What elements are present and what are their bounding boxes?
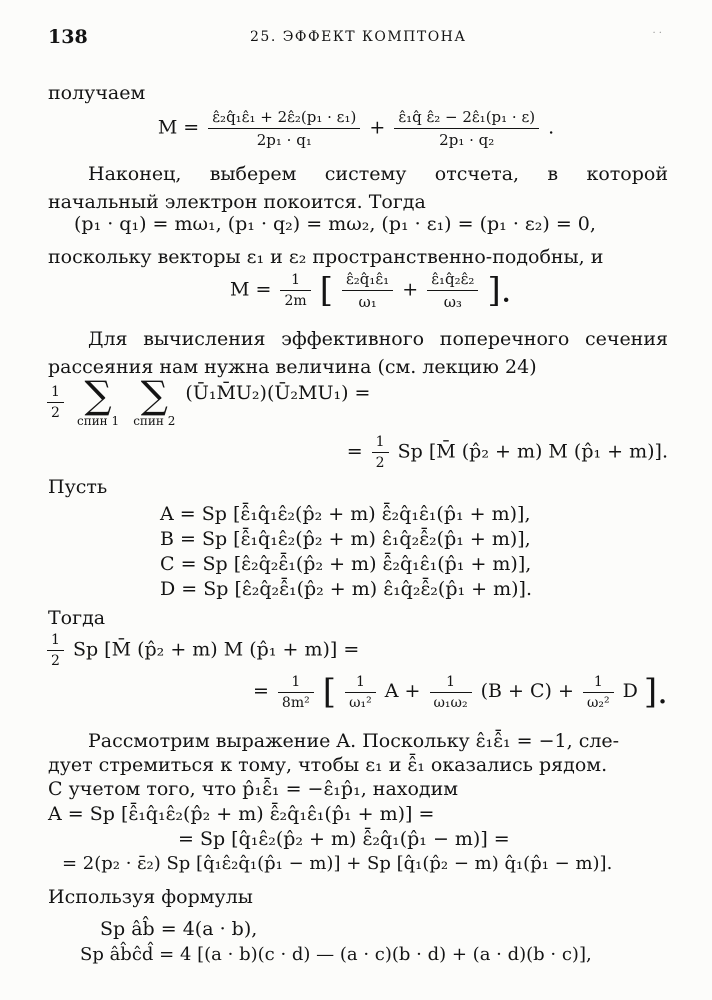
- eq-M2-n1: ε̂₂q̂₁ε̂₁: [342, 270, 393, 291]
- text-vectors: поскольку векторы ε₁ и ε₂ пространственно-подобны, и: [48, 246, 604, 268]
- equation-D-def: D = Sp [ε̂₂q̂₂ε̂̄₁(p̂₂ + m) ε̂₁q̂₂ε̂̄₂(p̂₁ + m)].: [160, 578, 532, 600]
- eq-T2-a-den: ω₁²: [349, 694, 372, 711]
- eq-T1-half: [47, 632, 64, 669]
- eq-M2-d2: ω₃: [443, 293, 462, 311]
- sum-limit-1: спин 1: [76, 414, 120, 428]
- eq-M1-frac1: [208, 108, 360, 149]
- eq-T2-prefactor: [278, 674, 314, 711]
- sum-spin-2: [133, 373, 176, 428]
- eq-T2-b-num: 1: [430, 674, 472, 693]
- paragraph-reference-frame: Наконец, выберем систему отсчета, в которой начальный электрон покоится. Тогда: [48, 163, 668, 213]
- eq-sum-rhs-eq: =: [346, 440, 363, 463]
- eq-T2-a-frac: [345, 674, 376, 711]
- eq-T1-half-num: 1: [47, 632, 64, 651]
- eq-M2-fden: 2m: [284, 293, 307, 309]
- equation-A-def: A = Sp [ε̂̄₁q̂₁ε̂₂(p̂₂ + m) ε̂̄₂q̂₁ε̂₁(p̂₁ + m)],: [160, 503, 531, 525]
- eq-sum-expr: (Ū₁M̄U₂)(Ū₂MU₁) =: [185, 382, 371, 404]
- paragraph-cross-section: Для вычисления эффективного поперечного сечения рассеяния нам нужна величина (см. лекцию 24): [48, 328, 668, 378]
- eq-T2-d-den: ω₂²: [586, 694, 610, 711]
- equation-A-line-1: A = Sp [ε̂̄₁q̂₁ε̂₂(p̂₂ + m) ε̂̄₂q̂₁ε̂₁(p̂₁ + m)] =: [48, 803, 435, 825]
- eq-T2-b-frac: [430, 674, 472, 711]
- sum-limit-2: спин 2: [133, 414, 176, 428]
- corner-mark: · ·: [652, 28, 662, 39]
- equation-trace-rhs: [253, 672, 668, 712]
- eq-T2-d-num: 1: [583, 674, 614, 693]
- eq-T1-half-den: 2: [51, 653, 60, 669]
- eq-T2-b: (B + C) +: [480, 680, 574, 702]
- eq-M2-lhs: M =: [230, 278, 272, 301]
- running-head: 25. ЭФФЕКТ КОМПТОНА: [250, 29, 467, 45]
- eq-sum-rhs-half-den: 2: [375, 455, 385, 471]
- eq-sum-rhs: Sp [M̄ (p̂₂ + m) M (p̂₁ + m)].: [397, 440, 668, 463]
- eq-M1-num2: ε̂₁q̂ ε̂₂ − 2ε̂₁(p₁ · ε): [394, 108, 539, 129]
- eq-half-num: 1: [47, 384, 64, 403]
- paragraph-consider-line-3: С учетом того, что p̂₁ε̂̄₁ = −ε̂₁p̂₁, находим: [48, 778, 459, 800]
- paragraph-consider-line-2: дует стремиться к тому, чтобы ε₁ и ε̂̄₁ оказались рядом.: [48, 754, 608, 776]
- text-togda: Тогда: [48, 607, 106, 629]
- eq-T2-d-frac: [583, 674, 614, 711]
- eq-T2-a-num: 1: [345, 674, 376, 693]
- equation-trace-lhs: [44, 632, 359, 669]
- text-poluchaem: получаем: [48, 82, 146, 104]
- eq-M1-end: .: [548, 116, 555, 139]
- eq-M1-den1: 2p₁ · q₁: [256, 131, 312, 149]
- eq-M1-num1: ε̂₂q̂₁ε̂₁ + 2ε̂₂(p₁ · ε₁): [208, 108, 360, 129]
- equation-rest-frame: (p₁ · q₁) = mω₁, (p₁ · q₂) = mω₂, (p₁ · ε₁) = (p₁ · ε₂) = 0,: [74, 213, 596, 235]
- eq-T1: Sp [M̄ (p̂₂ + m) M (p̂₁ + m)] =: [72, 638, 360, 661]
- text-using-formulas: Используя формулы: [48, 886, 253, 908]
- equation-B-def: B = Sp [ε̂̄₁q̂₁ε̂₂(p̂₂ + m) ε̂₁q̂₂ε̂̄₂(p̂₁ + m)],: [160, 528, 531, 550]
- paragraph-consider-line-1: Рассмотрим выражение A. Поскольку ε̂₁ε̂̄₁ = −1, сле-: [88, 730, 620, 752]
- eq-T2-d: D: [622, 680, 638, 702]
- eq-T2-a: A +: [384, 680, 421, 702]
- equation-M-rest: [230, 270, 512, 311]
- text-pust: Пусть: [48, 476, 108, 498]
- eq-M2-d1: ω₁: [358, 293, 377, 311]
- equation-spin-sum: [44, 373, 371, 428]
- equation-C-def: C = Sp [ε̂₂q̂₂ε̂̄₁(p̂₂ + m) ε̂̄₂q̂₁ε̂₁(p̂₁ + m)],: [160, 553, 532, 575]
- eq-M2-plus: +: [402, 278, 419, 301]
- eq-M1-lhs: M =: [157, 116, 200, 139]
- eq-T2-rbracket: ].: [643, 672, 668, 712]
- eq-T2-pden: 8m²: [281, 694, 310, 711]
- page-header: [0, 26, 712, 52]
- eq-T2-pnum: 1: [278, 674, 314, 693]
- eq-M1-plus: +: [369, 116, 386, 139]
- eq-T2-eq: =: [252, 680, 269, 702]
- eq-sum-rhs-half-num: 1: [372, 434, 389, 453]
- formula-trace-four: Sp âb̂ĉd̂ = 4 [(a · b)(c · d) — (a · c)(b · d) + (a · d)(b · c)],: [80, 944, 592, 965]
- formula-trace-two: Sp âb̂ = 4(a · b),: [100, 918, 258, 940]
- equation-M-general: [0, 108, 712, 149]
- eq-half: [47, 384, 64, 421]
- eq-M2-lbracket: [: [319, 270, 333, 311]
- eq-M2-prefactor: [280, 272, 310, 309]
- eq-M2-frac2: [427, 270, 478, 311]
- equation-spin-sum-rhs: [347, 434, 668, 471]
- equation-A-line-3: = 2(p₂ · ε̄₂) Sp [q̂₁ε̂₂q̂₁(p̂₁ − m)] + Sp [q̂₁(p̂₂ − m) q̂₁(p̂₁ − m)].: [62, 853, 613, 874]
- eq-M2-rbracket: ].: [487, 270, 512, 311]
- sum-sign-1: ∑: [84, 373, 112, 417]
- eq-T2-lbracket: [: [322, 672, 337, 712]
- equation-A-line-2: = Sp [q̂₁ε̂₂(p̂₂ + m) ε̂̄₂q̂₁(p̂₁ − m)] =: [178, 828, 510, 850]
- eq-M2-frac1: [342, 270, 393, 311]
- page-number: 138: [48, 26, 88, 48]
- eq-sum-rhs-half: [372, 434, 389, 471]
- eq-T2-b-den: ω₁ω₂: [433, 694, 468, 711]
- sum-sign-2: ∑: [140, 373, 168, 417]
- eq-M2-fnum: 1: [280, 272, 310, 291]
- sum-spin-1: [76, 373, 120, 428]
- eq-M1-frac2: [394, 108, 539, 149]
- eq-half-den: 2: [51, 404, 60, 421]
- eq-M2-n2: ε̂₁q̂₂ε̂₂: [427, 270, 478, 291]
- eq-M1-den2: 2p₁ · q₂: [439, 131, 495, 149]
